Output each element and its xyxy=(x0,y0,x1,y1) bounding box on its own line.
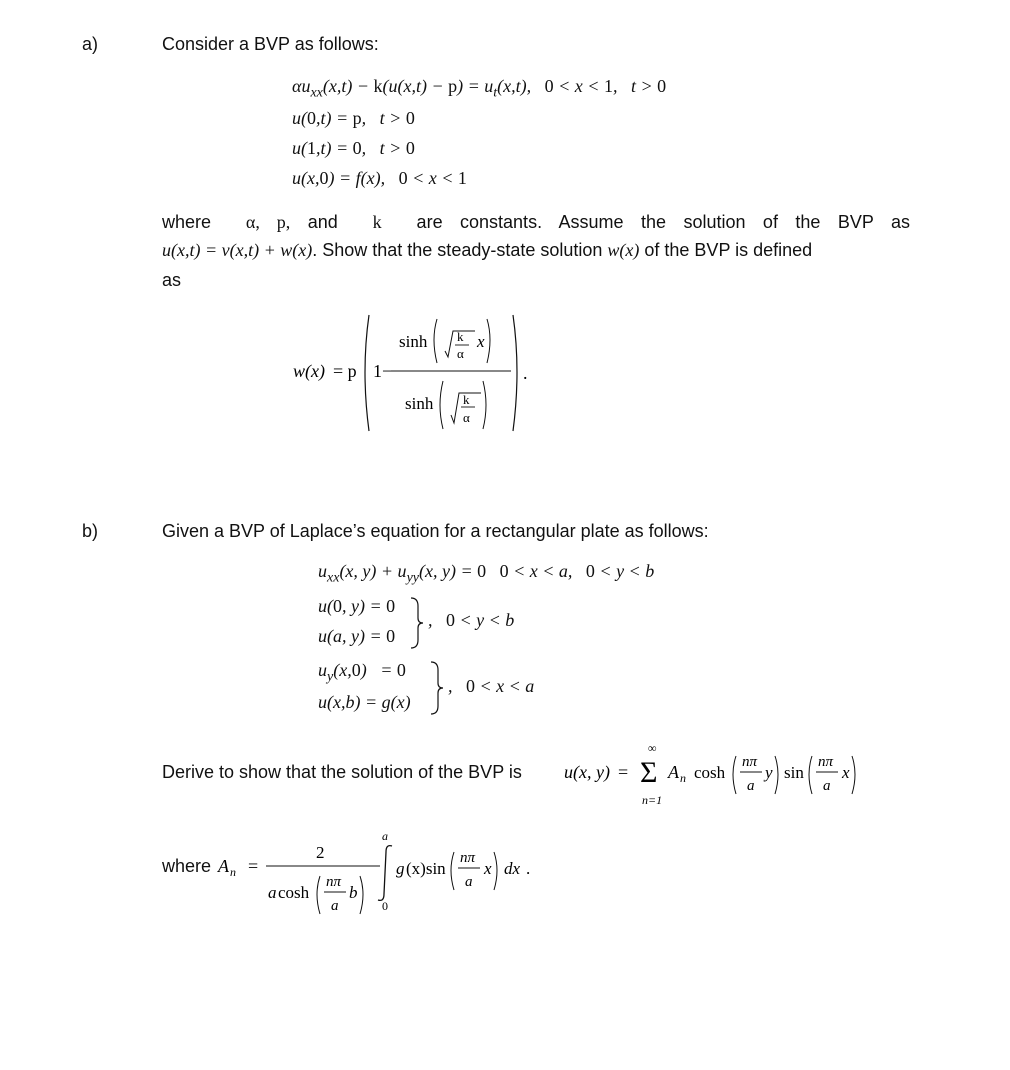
svg-text:nπ: nπ xyxy=(460,850,476,866)
svg-text:x: x xyxy=(477,332,485,351)
svg-text:w(x): w(x) xyxy=(293,361,325,381)
steady-state-formula xyxy=(285,305,535,440)
laplace-pde: $u_{xx}(x$, $y) + u_{yy}(x$, y) = 0 0 < x < a, 0 < y < b xyxy=(318,561,655,586)
svg-text:α: α xyxy=(457,346,464,361)
svg-text:g: g xyxy=(396,859,405,878)
svg-text:nπ: nπ xyxy=(818,754,834,770)
svg-text:b: b xyxy=(349,883,358,902)
svg-text:A: A xyxy=(668,762,679,782)
bc-u-a-y: u(a, y) = 0 xyxy=(318,626,396,646)
svg-text:=: = xyxy=(248,856,259,876)
part-a-eq-4: u(x,0) = f(x), 0 < x < 1 xyxy=(292,168,467,188)
derive-text: Derive to show that the solution of the BVP is xyxy=(162,762,522,782)
svg-text:dx: dx xyxy=(504,859,521,878)
svg-text:a: a xyxy=(331,898,339,914)
coefficient-formula xyxy=(216,826,596,916)
part-a-label: a) xyxy=(82,34,99,54)
bc-group-1-range: , 0 < y < b xyxy=(428,610,515,630)
svg-text:α: α xyxy=(463,410,470,425)
svg-text:u(x, y): u(x, y) xyxy=(564,762,610,782)
svg-text:sinh: sinh xyxy=(399,332,428,351)
svg-text:x: x xyxy=(484,859,492,878)
svg-text:Σ: Σ xyxy=(640,756,658,789)
svg-text:2: 2 xyxy=(316,843,325,862)
bc-group-2-range: , 0 < x < a xyxy=(448,676,535,696)
svg-text:nπ: nπ xyxy=(326,874,342,890)
part-a-where-line-3: as xyxy=(162,270,182,290)
svg-text:n: n xyxy=(230,865,236,879)
svg-text:1−: 1− xyxy=(373,361,393,381)
svg-text:n: n xyxy=(680,771,686,785)
svg-text:cosh: cosh xyxy=(278,883,310,902)
part-b-intro: Given a BVP of Laplace’s equation for a rectangular plate as follows: xyxy=(162,521,709,541)
series-solution xyxy=(562,738,892,808)
svg-text:y: y xyxy=(765,763,773,782)
brace-group-1 xyxy=(408,596,428,650)
svg-text:sinh: sinh xyxy=(405,394,434,413)
part-a-where-line-1: where α, p, and k are constants. Assume the solution of the BVP as xyxy=(162,212,910,232)
svg-text:.: . xyxy=(526,859,531,878)
svg-text:sin: sin xyxy=(784,763,804,782)
svg-text:a: a xyxy=(747,778,755,794)
svg-text:a: a xyxy=(382,829,388,843)
svg-text:a: a xyxy=(268,883,277,902)
part-a-where-line-2: u(x,t) = v(x,t) + w(x). Show that the steady-state solution w(x) of the BVP is defined xyxy=(162,240,813,260)
svg-text:cosh: cosh xyxy=(694,763,726,782)
svg-text:a: a xyxy=(823,778,831,794)
svg-text:(x)sin: (x)sin xyxy=(406,859,446,878)
svg-text:0: 0 xyxy=(382,899,388,913)
part-a-intro: Consider a BVP as follows: xyxy=(162,34,379,54)
svg-text:=: = xyxy=(618,762,629,782)
svg-text:.: . xyxy=(523,363,528,383)
svg-text:∞: ∞ xyxy=(648,741,657,755)
part-a-eq-2: u(0,t) = p, t > 0 xyxy=(292,108,415,128)
bc-u-x-b: u(x,b) = g(x) xyxy=(318,692,411,712)
svg-text:k: k xyxy=(463,392,470,407)
brace-group-2 xyxy=(428,660,448,716)
svg-text:A: A xyxy=(218,856,229,876)
svg-text:nπ: nπ xyxy=(742,754,758,770)
bc-u-0-y: u(0, y) = 0 xyxy=(318,596,396,616)
part-a-eq-1: $\alpha u_{xx}(x,t) - k(u(x,t) - p) = u_t(x,t)$, 0 < x < 1, t > 0 xyxy=(292,76,667,101)
svg-text:k: k xyxy=(457,329,464,344)
bc-uy-x-0: $u_y(x,0) = 0$ xyxy=(318,660,406,685)
part-b-label: b) xyxy=(82,521,99,541)
part-a-eq-3: u(1,t) = 0, t > 0 xyxy=(292,138,415,158)
svg-text:a: a xyxy=(465,874,473,890)
svg-text:x: x xyxy=(842,763,850,782)
where-text: where xyxy=(162,856,212,876)
svg-text:= p: = p xyxy=(333,361,357,381)
svg-text:n=1: n=1 xyxy=(642,793,663,807)
